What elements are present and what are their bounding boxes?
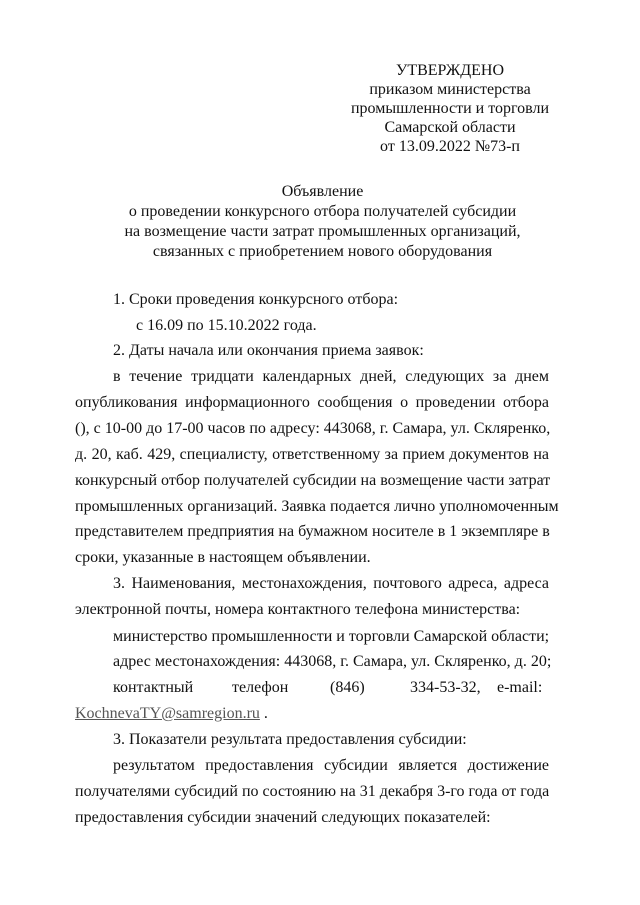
paragraph-2-line-8: сроки, указанные в настоящем объявлении.	[75, 549, 371, 566]
paragraph-2-line-1: в течение тридцати календарных дней, следующих за днем	[113, 368, 549, 385]
paragraph-2-line-6: промышленных организаций. Заявка подается лично уполномоченным	[75, 498, 559, 515]
approval-date-number: от 13.09.2022 №73-п	[380, 138, 520, 155]
section-1-heading: 1. Сроки проведения конкурсного отбора:	[113, 291, 399, 308]
ministry-address: адрес местонахождения: 443068, г. Самара, ул. Скляренко, д. 20;	[113, 653, 552, 670]
section-2-heading: 2. Даты начала или окончания приема заявок:	[113, 342, 424, 359]
paragraph-2-line-3: (), с 10-00 до 17-00 часов по адресу: 443068, г. Самара, ул. Скляренко,	[75, 420, 551, 437]
document-title	[100, 182, 545, 262]
section-1-dates: с 16.09 по 15.10.2022 года.	[136, 317, 317, 334]
title-line-1: Объявление	[281, 183, 364, 200]
section-3b-heading: 3. Показатели результата предоставления субсидии:	[113, 731, 467, 748]
paragraph-2-line-4: д. 20, каб. 429, специалисту, ответственному за прием документов на	[75, 446, 549, 463]
contact-label: контактный	[113, 679, 194, 696]
paragraph-2-line-7: представителем предприятия на бумажном носителе в 1 экземпляре в	[75, 523, 550, 540]
approval-block	[350, 61, 550, 156]
title-line-3: на возмещение части затрат промышленных организаций,	[124, 223, 521, 240]
paragraph-3-line-3: предоставления субсидии значений следующих показателей:	[75, 809, 491, 826]
email-link[interactable]: KochnevaTY@samregion.ru	[75, 705, 260, 722]
section-3-heading-line-2: электронной почты, номера контактного телефона министерства:	[75, 601, 521, 618]
paragraph-2-line-5: конкурсный отбор получателей субсидии на возмещение части затрат	[75, 472, 551, 489]
email-line	[75, 704, 268, 724]
title-line-2: о проведении конкурсного отбора получателей субсидии	[128, 203, 517, 220]
paragraph-3-line-2: получателями субсидий по состоянию на 31 декабря 3-го года от года	[75, 783, 550, 800]
approval-ministry-line: промышленности и торговли	[350, 100, 550, 117]
title-line-4: связанных с приобретением нового оборудования	[152, 243, 493, 260]
paragraph-2-line-2: опубликования информационного сообщения о проведении отбора	[75, 394, 549, 411]
approval-order-line: приказом министерства	[369, 81, 531, 98]
email-trailing-dot: .	[259, 705, 268, 722]
approval-stamp: УТВЕРЖДЕНО	[395, 62, 504, 79]
ministry-name: министерство промышленности и торговли Самарской области;	[113, 628, 550, 645]
approval-region-line: Самарской области	[384, 119, 516, 136]
phone-number: 334-53-32,	[410, 679, 481, 696]
paragraph-3-line-1: результатом предоставления субсидии является достижение	[113, 757, 549, 774]
phone-label: телефон	[232, 679, 289, 696]
section-3-heading-line-1: 3. Наименования, местонахождения, почтового адреса, адреса	[113, 575, 549, 592]
phone-code: (846)	[330, 679, 365, 696]
email-label: e-mail:	[497, 679, 543, 696]
